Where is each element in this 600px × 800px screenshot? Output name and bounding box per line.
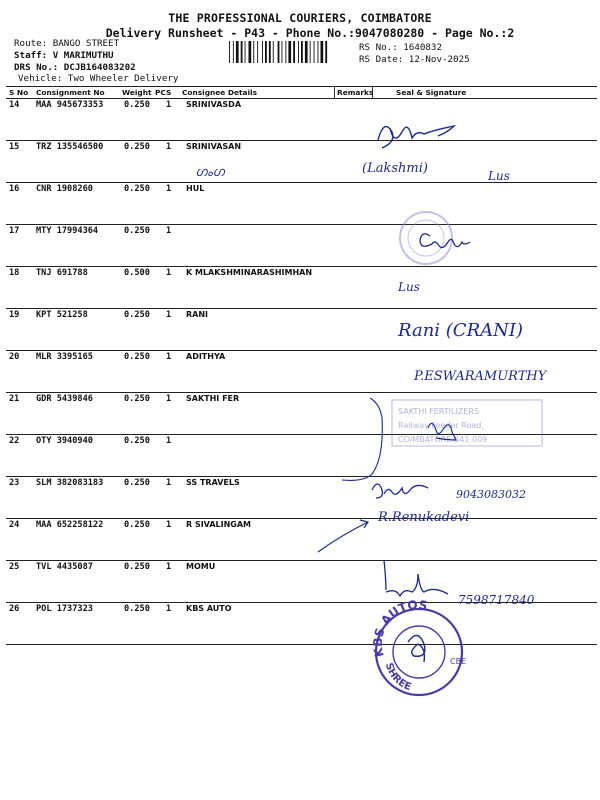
row-consignee: SS TRAVELS [186, 478, 240, 487]
row-consignee: SRINIVASDA [186, 100, 242, 109]
row-weight: 0.250 [124, 520, 150, 530]
row-weight: 0.250 [124, 478, 150, 488]
row-pcs: 1 [166, 268, 172, 278]
row-weight: 0.250 [124, 436, 150, 446]
row-consignee: RANI [186, 310, 209, 319]
row-pcs: 1 [166, 394, 172, 404]
signature-row25-phone: 7598717840 [458, 593, 535, 607]
signature-row15-right: (Lakshmi) [362, 161, 428, 176]
row-consignee: SAKTHI FER [186, 394, 240, 403]
table-row [0, 392, 600, 434]
row-consignee: MOMU [186, 562, 216, 571]
row-pcs: 1 [166, 226, 172, 236]
row-weight: 0.250 [124, 394, 150, 404]
barcode [228, 40, 354, 64]
row-weight: 0.250 [124, 310, 150, 320]
table-row [0, 224, 600, 266]
row-consignment: MAA 652258122 [36, 520, 104, 530]
signature-row19: Rani (CRANI) [398, 320, 523, 341]
col-consignment: Consignment No [36, 88, 105, 97]
row-weight: 0.250 [124, 226, 150, 236]
row-weight: 0.250 [124, 142, 150, 152]
row-weight: 0.250 [124, 100, 150, 110]
col-sno: S No [9, 88, 29, 97]
staff: Staff: V MARIMUTHU [14, 50, 114, 61]
vehicle: Vehicle: Two Wheeler Delivery [18, 73, 179, 84]
row-consignment: KPT 521258 [36, 310, 88, 320]
row-pcs: 1 [166, 436, 172, 446]
row-consignee: ADITHYA [186, 352, 226, 361]
signature-row15-left: ഗംഗ [195, 165, 225, 180]
row-weight: 0.250 [124, 604, 150, 614]
row-consignment: TRZ 135546500 [36, 142, 104, 152]
table-row [0, 140, 600, 182]
table-row [0, 308, 600, 350]
row-sno: 14 [9, 100, 20, 110]
row-sno: 21 [9, 394, 20, 404]
signature-row15-initials: Lus [488, 169, 510, 183]
row-consignment: TVL 4435087 [36, 562, 93, 572]
signature-row18: Lus [398, 280, 420, 294]
row-consignment: CNR 1908260 [36, 184, 93, 194]
col-remarks: Remarks [337, 88, 374, 97]
table-row [0, 182, 600, 224]
row-consignee: SRINIVASAN [186, 142, 242, 151]
rs-number: RS No.: 1640832 [359, 42, 442, 53]
table-row [0, 518, 600, 560]
row-pcs: 1 [166, 184, 172, 194]
table-row [0, 98, 600, 140]
col-seal-signature: Seal & Signature [396, 88, 467, 97]
col-weight: Weight [122, 88, 152, 97]
row-consignee: KBS AUTO [186, 604, 232, 613]
runsheet-title: Delivery Runsheet - P43 - Phone No.:9047080280 - Page No.:2 [105, 26, 515, 40]
route: Route: BANGO STREET [14, 38, 120, 49]
row-sno: 20 [9, 352, 20, 362]
svg-text:SAKTHI FERTILIZERS: SAKTHI FERTILIZERS [398, 407, 479, 416]
row-consignment: TNJ 691788 [36, 268, 88, 278]
row-pcs: 1 [166, 478, 172, 488]
row-sno: 17 [9, 226, 20, 236]
row-sno: 18 [9, 268, 20, 278]
row-consignment: SLM 382083183 [36, 478, 104, 488]
row-consignment: MTY 17994364 [36, 226, 99, 236]
row-weight: 0.250 [124, 562, 150, 572]
row-weight: 0.250 [124, 184, 150, 194]
signature-row23-phone: 9043083032 [456, 488, 526, 501]
row-pcs: 1 [166, 604, 172, 614]
row-rule [6, 644, 597, 645]
row-consignee: R SIVALINGAM [186, 520, 252, 529]
row-weight: 0.500 [124, 268, 150, 278]
row-pcs: 1 [166, 562, 172, 572]
row-sno: 22 [9, 436, 20, 446]
signature-row20: P.ESWARAMURTHY [414, 369, 547, 384]
signature-row24: R.Renukadevi [378, 510, 470, 525]
table-row [0, 434, 600, 476]
svg-text:KBS AUTOS: KBS AUTOS [370, 597, 429, 659]
rs-date: RS Date: 12-Nov-2025 [359, 54, 470, 65]
row-weight: 0.250 [124, 352, 150, 362]
row-consignment: MLR 3395165 [36, 352, 93, 362]
table-row [0, 266, 600, 308]
row-sno: 26 [9, 604, 20, 614]
row-pcs: 1 [166, 142, 172, 152]
row-consignment: OTY 3940940 [36, 436, 93, 446]
table-row [0, 350, 600, 392]
row-consignment: MAA 945673353 [36, 100, 104, 110]
row-sno: 15 [9, 142, 20, 152]
table-row [0, 476, 600, 518]
svg-text:SHREE: SHREE [382, 661, 413, 694]
row-consignment: GDR 5439846 [36, 394, 93, 404]
row-sno: 25 [9, 562, 20, 572]
company-name: THE PROFESSIONAL COURIERS, COIMBATORE [168, 11, 432, 25]
row-consignment: POL 1737323 [36, 604, 93, 614]
table-top-rule [6, 86, 597, 87]
col-consignee: Consignee Details [182, 88, 257, 97]
drs-number: DRS No.: DCJB164083202 [14, 62, 136, 73]
row-pcs: 1 [166, 352, 172, 362]
row-sno: 24 [9, 520, 20, 530]
row-sno: 16 [9, 184, 20, 194]
table-row [0, 560, 600, 602]
row-pcs: 1 [166, 310, 172, 320]
row-sno: 19 [9, 310, 20, 320]
svg-text:CBE: CBE [450, 657, 467, 666]
col-pcs: PCS [155, 88, 172, 97]
svg-text:Railway Feeder Road,: Railway Feeder Road, [398, 421, 484, 430]
row-consignee: K MLAKSHMINARASHIMHAN [186, 268, 313, 277]
row-sno: 23 [9, 478, 20, 488]
row-pcs: 1 [166, 100, 172, 110]
table-row [0, 602, 600, 644]
row-consignee: HUL [186, 184, 205, 193]
svg-text:COIMBATORE-641 009: COIMBATORE-641 009 [398, 435, 488, 444]
row-pcs: 1 [166, 520, 172, 530]
